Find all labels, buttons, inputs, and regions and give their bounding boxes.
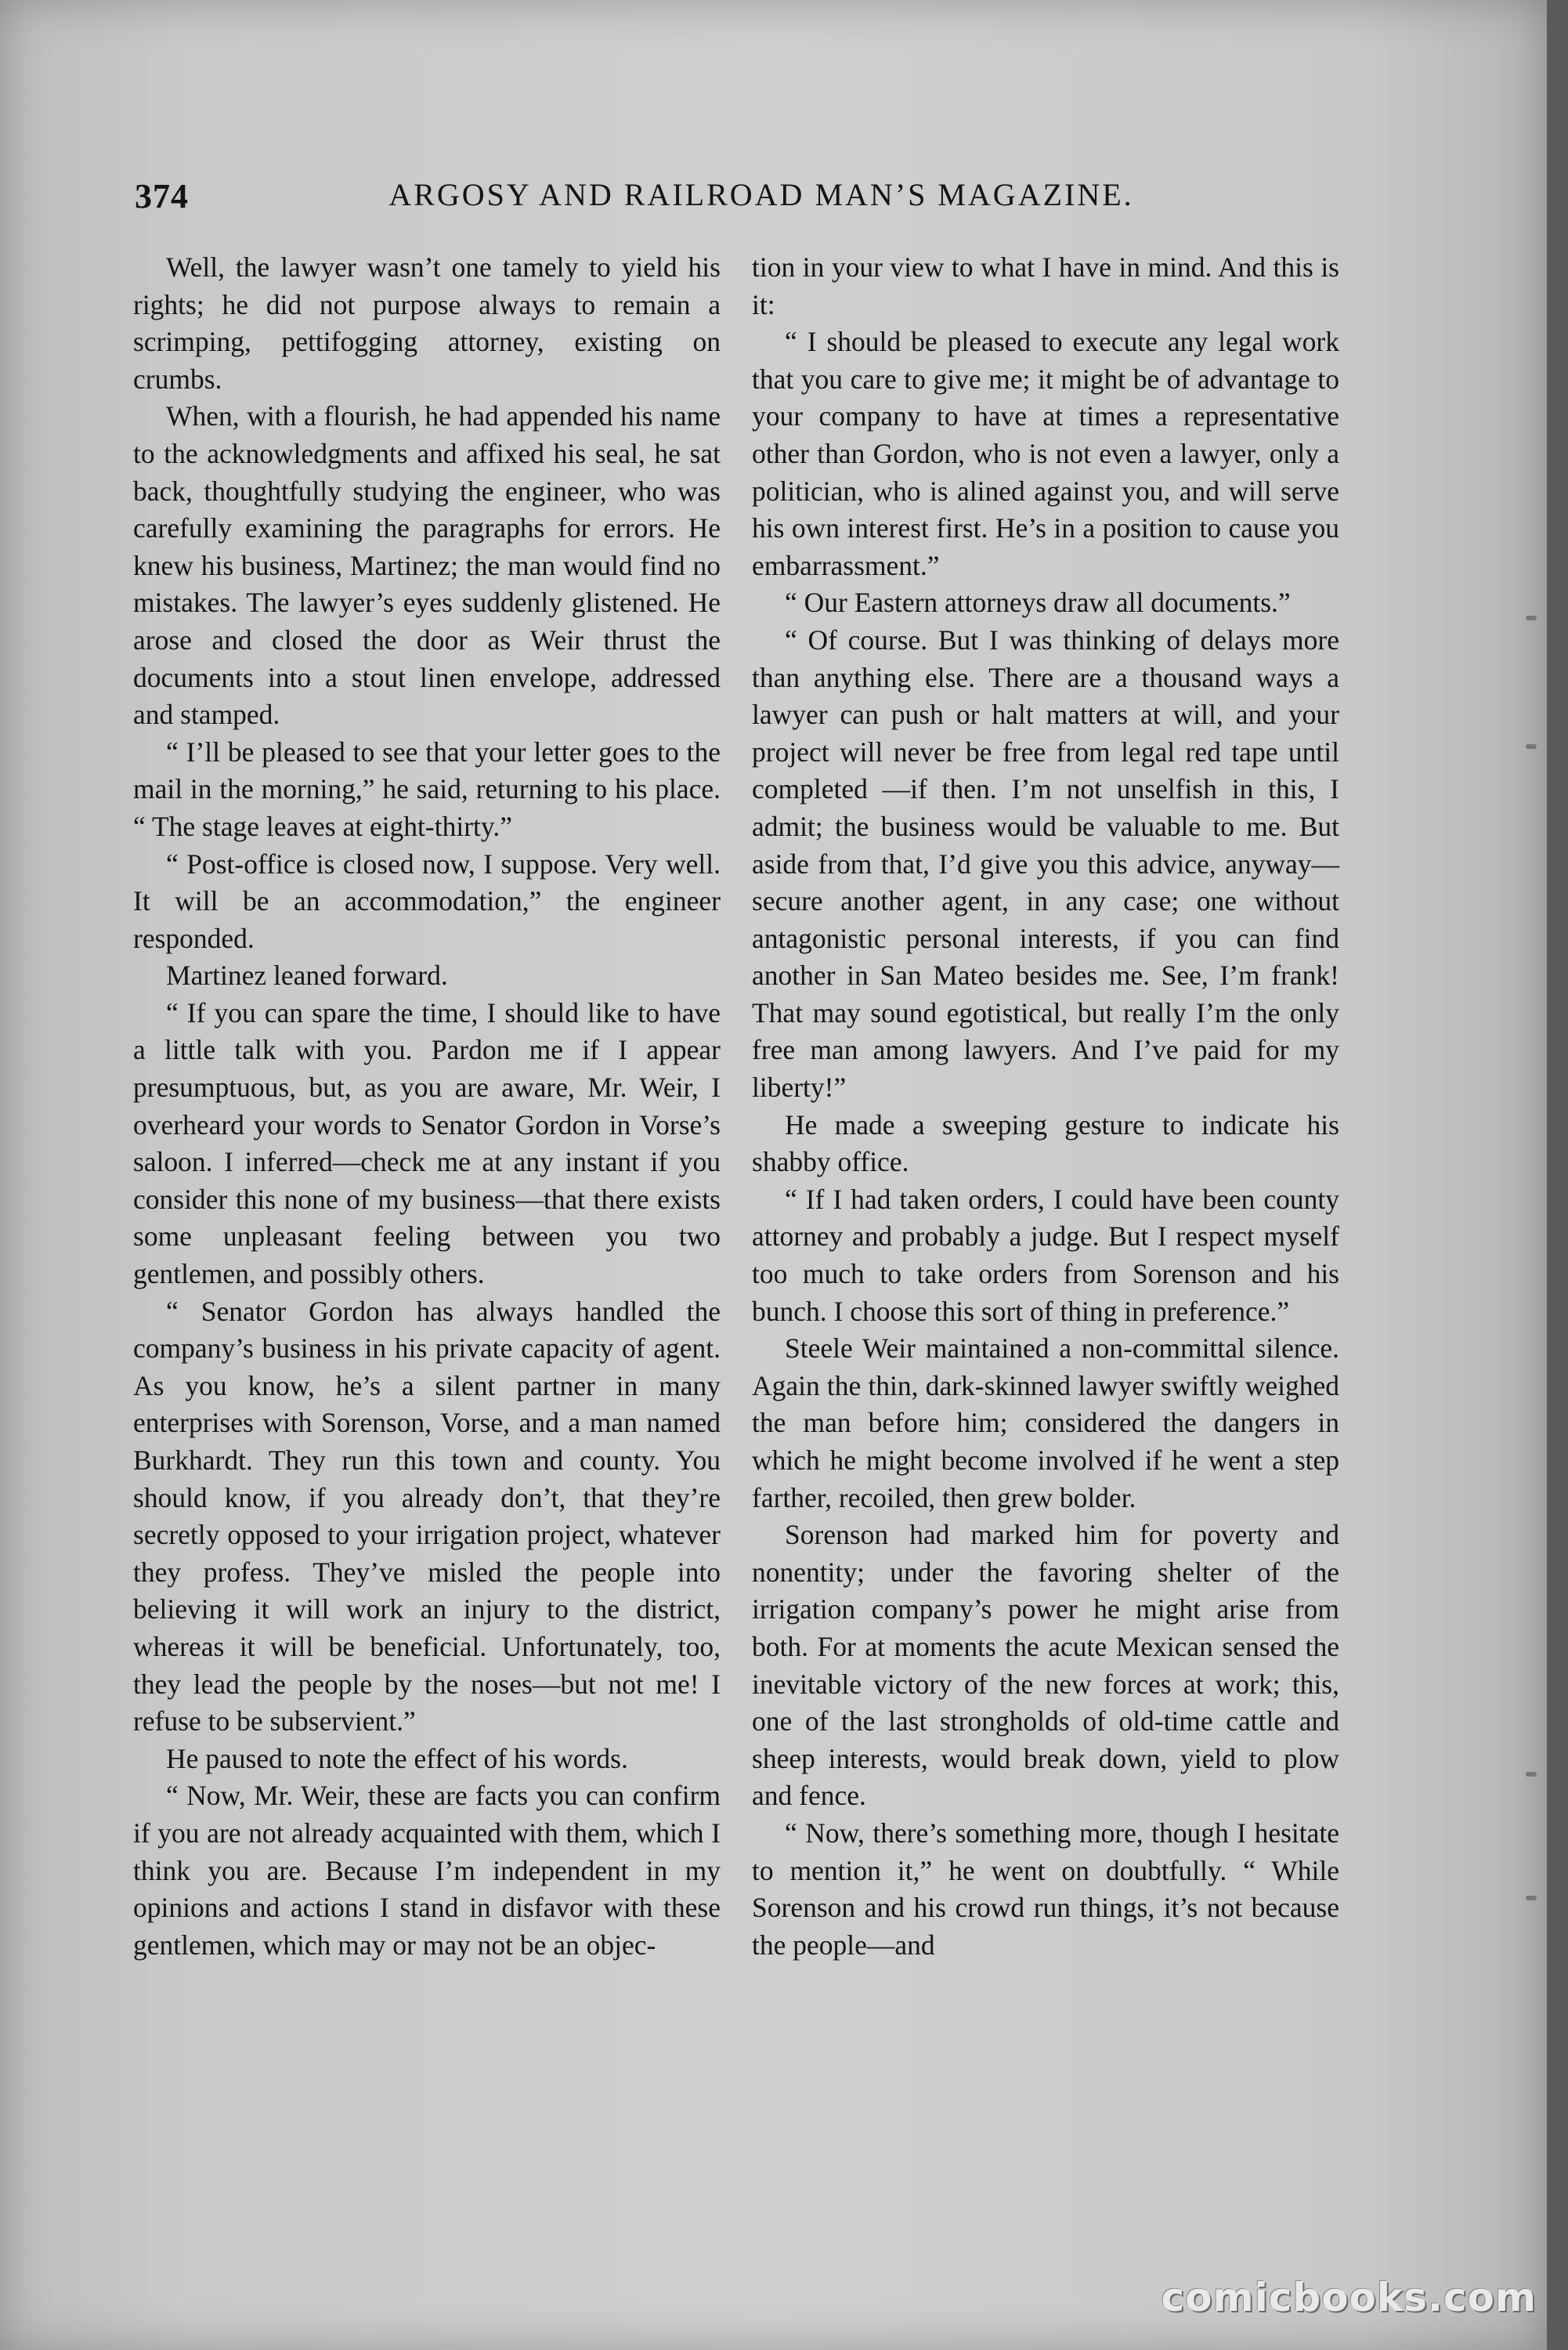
paragraph: He paused to note the effect of his words. <box>166 1742 628 1774</box>
paragraph: “ Now, there’s something more, though I hesitate to mention it,” he went on doubtfully. “ While Sorenson and his crowd run things, it’s not because the people—and <box>752 1817 1339 1961</box>
paragraph: Well, the lawyer wasn’t one tamely to yield his rights; he did not purpose always to remain a scrimping, pettifogging attorney, existing on crumbs. <box>133 251 721 395</box>
paragraph-continuation: tion in your view to what I have in mind. And this is it: <box>752 251 1339 320</box>
right-column <box>752 249 1339 1964</box>
paragraph: “ If you can spare the time, I should like to have a little talk with you. Pardon me if I appear presumptuous, but, as you are aware, Mr. Weir, I overheard your words to Senator Gordon in Vorse’s saloon. I inferred—check me at any instant if you consider this none of my business—that there exists some unpleasant feeling between you two gentlemen, and possibly others. <box>133 996 721 1290</box>
left-column <box>133 249 721 1964</box>
paragraph: Sorenson had marked him for poverty and nonentity; under the favoring shelter of the irrigation company’s power he might arise from both. For at moments the acute Mexican sensed the inevitable victory of the new forces at work; this, one of the last strongholds of old-time cattle and sheep interests, would break down, yield to plow and fence. <box>752 1519 1339 1812</box>
paragraph: Martinez leaned forward. <box>166 960 448 992</box>
paragraph: “ Post-office is closed now, I suppose. Very well. It will be an accommodation,” the engineer responded. <box>133 848 721 954</box>
paragraph: When, with a flourish, he had appended his name to the acknowledgments and affixed his seal, he sat back, thoughtfully studying the engineer, who was carefully examining the paragraphs for errors. He knew his business, Martinez; the man would find no mistakes. The lawyer’s eyes suddenly glistened. He arose and closed the door as Weir thrust the documents into a stout linen envelope, addressed and stamped. <box>133 400 721 731</box>
staple-hole-mark <box>1526 1896 1537 1900</box>
watermark-logo: comicbooks.com <box>1161 2275 1537 2320</box>
staple-hole-mark <box>1526 1772 1537 1777</box>
paragraph: “ I should be pleased to execute any legal work that you care to give me; it might be of advantage to your company to have at times a representative other than Gordon, who is not even a lawyer, only a politician, who is alined against you, and will serve his own interest first. He’s in a position to cause you embarrassment.” <box>752 326 1339 581</box>
paragraph: He made a sweeping gesture to indicate his shabby office. <box>752 1108 1339 1178</box>
page-number: 374 <box>135 177 189 215</box>
paragraph: “ Now, Mr. Weir, these are facts you can confirm if you are not already acquainted with them, which I think you are. Because I’m independent in my opinions and actions I stand in disfavor with these gentlemen, which may or may not be an objec- <box>133 1780 721 1961</box>
page-header <box>135 176 1341 223</box>
paragraph: Steele Weir maintained a non-committal silence. Again the thin, dark-skinned lawyer swiftly weighed the man before him; considered the dangers in which he might become involved if he went a step farther, recoiled, then grew bolder. <box>752 1332 1339 1513</box>
page-edge <box>1547 0 1568 2350</box>
staple-hole-mark <box>1526 744 1537 749</box>
staple-hole-mark <box>1526 616 1537 620</box>
paragraph: “ I’ll be pleased to see that your letter goes to the mail in the morning,” he said, returning to his place. “ The stage leaves at eight-thirty.” <box>133 736 721 842</box>
paragraph: “ Of course. But I was thinking of delays more than anything else. There are a thousand ways a lawyer can push or halt matters at will, and your project will never be free from legal red tape until completed —if then. I’m not unselfish in this, I admit; the business would be valuable to me. But aside from that, I’d give you this advice, anyway—secure another agent, in any case; one without antagonistic personal interests, if you can find another in San Mateo besides me. See, I’m frank! That may sound egotistical, but really I’m the only free man among lawyers. And I’ve paid for my liberty!” <box>752 624 1339 1104</box>
running-head: ARGOSY AND RAILROAD MAN’S MAGAZINE. <box>388 177 1134 212</box>
paragraph: “ Senator Gordon has always handled the company’s business in his private capacity of agent. As you know, he’s a silent partner in many enterprises with Sorenson, Vorse, and a man named Burkhardt. They run this town and county. You should know, if you already don’t, that they’re secretly opposed to your irrigation project, whatever they profess. They’ve misled the people into believing it will work an injury to the district, whereas it will be beneficial. Unfortunately, too, they lead the people by the noses—but not me! I refuse to be subservient.” <box>133 1295 721 1737</box>
paragraph: “ If I had taken orders, I could have been county attorney and probably a judge. But I respect myself too much to take orders from Sorenson and his bunch. I choose this sort of thing in preference.” <box>752 1183 1339 1327</box>
paragraph: “ Our Eastern attorneys draw all documents.” <box>785 587 1291 619</box>
